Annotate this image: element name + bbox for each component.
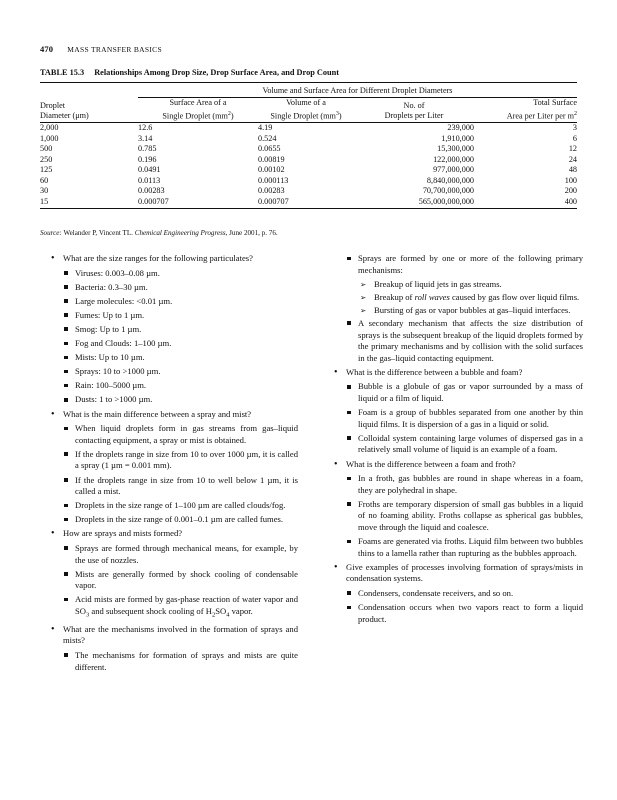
page-number: 470	[40, 44, 54, 54]
list-item: Large molecules: <0.01 µm.	[50, 296, 298, 308]
list-item: Droplets in the size range of 0.001–0.1 µm are called fumes.	[50, 514, 298, 526]
table-row	[40, 144, 577, 155]
text-run: caused by gas flow over liquid films.	[449, 291, 580, 302]
source-date: June 2001, p. 76.	[229, 229, 278, 237]
table-cell: 565,000,000,000	[418, 197, 474, 207]
table-row	[40, 197, 577, 208]
table-cell: 15	[40, 197, 49, 207]
running-header	[40, 44, 162, 54]
list-item: Condensers, condensate receivers, and so on.	[333, 588, 583, 600]
list-item: When liquid droplets form in gas streams from gas–liquid contacting equipment, a spray or mist is obtained.	[50, 423, 298, 446]
list-item: Rain: 100–5000 µm.	[50, 380, 298, 392]
table-cell: 0.00102	[258, 165, 285, 175]
table-row	[40, 122, 577, 133]
sub-list-item: ➢ Bursting of gas or vapor bubbles at gas–liquid interfaces.	[333, 305, 583, 317]
list-item: Foams are generated via froths. Liquid film between two bubbles thins to a lamella rather than rupturing as the bubbles approach.	[333, 536, 583, 559]
table-cell: 8,840,000,000	[426, 175, 474, 185]
list-item: Fumes: Up to 1 µm.	[50, 310, 298, 322]
column-header-diameter: Droplet Diameter (μm)	[40, 100, 89, 121]
table-cell: 0.0113	[138, 175, 161, 185]
text-run: Acid mists are formed by gas-phase reaction of water vapor and SO	[75, 594, 298, 616]
text-run: and subsequent shock cooling of H	[89, 605, 212, 616]
table-span-header: Volume and Surface Area for Different Droplet Diameters	[138, 83, 577, 98]
question-formation: • How are sprays and mists formed?	[50, 528, 298, 540]
table-cell: 0.000707	[258, 197, 289, 207]
table-cell: 0.524	[258, 133, 277, 143]
table-cell: 3	[572, 122, 577, 132]
question-condensation-examples: • Give examples of processes involving formation of sprays/mists in condensation systems.	[333, 562, 583, 585]
table-cell: 30	[40, 186, 49, 196]
table-cell: 400	[564, 197, 577, 207]
table-cell: 0.00283	[258, 186, 285, 196]
question-spray-vs-mist: • What is the main difference between a spray and mist?	[50, 409, 298, 421]
table-row	[40, 186, 577, 197]
list-item: The mechanisms for formation of sprays and mists are quite different.	[50, 650, 298, 673]
source-label: Source:	[40, 229, 62, 237]
table-cell: 48	[568, 165, 577, 175]
table-row	[40, 165, 577, 176]
table-cell: 6	[572, 133, 577, 143]
table-cell: 250	[40, 154, 53, 164]
list-item: Fog and Clouds: 1–100 µm.	[50, 338, 298, 350]
sub-list-item-roll-waves	[333, 292, 583, 304]
table-cell: 70,700,000,000	[422, 186, 474, 196]
table-cell: 2,000	[40, 122, 59, 132]
list-item: Sprays are formed through mechanical means, for example, by the use of nozzles.	[50, 543, 298, 566]
table-cell: 239,000	[447, 122, 474, 132]
list-item: Sprays: 10 to >1000 µm.	[50, 366, 298, 378]
list-item: Bubble is a globule of gas or vapor surrounded by a mass of liquid or a film of liquid.	[333, 381, 583, 404]
column-header-total-area: Total Surface Area per Liter per $m^2$	[506, 98, 577, 121]
list-item: Dusts: 1 to >1000 µm.	[50, 394, 298, 406]
table-cell: 100	[564, 175, 577, 185]
text-run: vapor.	[229, 605, 253, 616]
table-cell: 977,000,000	[433, 165, 474, 175]
table-cell: 4.19	[258, 122, 273, 132]
list-item: Mists are generally formed by shock cooling of condensable vapor.	[50, 569, 298, 592]
table-cell: 0.785	[138, 144, 157, 154]
list-item: Colloidal system containing large volumes of dispersed gas in a relatively small volume of liquid is an example of a foam.	[333, 433, 583, 456]
list-item: Mists: Up to 10 µm.	[50, 352, 298, 364]
table-row	[40, 134, 577, 145]
list-item: Bacteria: 0.3–30 µm.	[50, 282, 298, 294]
table-cell: 200	[564, 186, 577, 196]
table-cell: 0.0491	[138, 165, 161, 175]
table-cell: 1,910,000	[441, 133, 474, 143]
table-cell: 15,300,000	[437, 144, 474, 154]
list-item: Viruses: 0.003–0.08 µm.	[50, 268, 298, 280]
subscript: 3	[86, 611, 90, 619]
source-journal: Chemical Engineering Progress,	[134, 229, 228, 237]
table-cell: 0.00283	[138, 186, 165, 196]
source-authors: Welander P, Vincent TL.	[63, 229, 133, 237]
subscript: 4	[226, 611, 230, 619]
right-column	[333, 253, 583, 628]
list-item: Smog: Up to 1 µm.	[50, 324, 298, 336]
list-item: Condensation occurs when two vapors react to form a liquid product.	[333, 602, 583, 625]
list-item: If the droplets range in size from 10 to well below 1 µm, it is called a mist.	[50, 475, 298, 498]
table-label: TABLE 15.3	[40, 68, 85, 77]
table-cell: 0.196	[138, 154, 157, 164]
table-cell: 125	[40, 165, 53, 175]
list-item: If the droplets range in size from 10 to over 1000 µm, it is called a spray (1 µm = 0.001 mm).	[50, 449, 298, 472]
running-title: MASS TRANSFER BASICS	[67, 45, 162, 54]
emphasis: roll waves	[414, 291, 450, 302]
left-column	[50, 253, 298, 676]
table-row	[40, 155, 577, 166]
table-cell: 24	[568, 154, 577, 164]
list-item-acid-mists	[50, 594, 298, 621]
list-item: Sprays are formed by one or more of the following primary mechanisms:	[333, 253, 583, 276]
table-caption	[40, 68, 339, 77]
table-cell: 0.000707	[138, 197, 169, 207]
column-header-volume: Volume of a Single Droplet $(mm^3)$	[270, 98, 342, 121]
question-foam-vs-froth: • What is the difference between a foam and froth?	[333, 459, 583, 471]
table-cell: 0.0655	[258, 144, 281, 154]
table-cell: 12	[568, 144, 577, 154]
table-caption-text: Relationships Among Drop Size, Drop Surface Area, and Drop Count	[94, 68, 340, 77]
table-row	[40, 176, 577, 187]
table-source	[40, 229, 278, 237]
text-run: SO	[215, 605, 227, 616]
table-cell: 12.6	[138, 122, 153, 132]
column-header-count: No. of Droplets per Liter	[384, 100, 444, 121]
table-cell: 3.14	[138, 133, 153, 143]
list-item: A secondary mechanism that affects the size distribution of sprays is the subsequent breakup of the liquid droplets formed by the primary mechanisms and by collision with the solid surfaces in the gas–liquid contacting equipment.	[333, 318, 583, 364]
table-cell: 1,000	[40, 133, 59, 143]
column-header-surface-area: Surface Area of a Single Droplet $(mm^2)$	[162, 98, 234, 121]
drop-size-table	[40, 82, 577, 209]
question-mechanisms: • What are the mechanisms involved in the formation of sprays and mists?	[50, 624, 298, 647]
table-cell: 0.00819	[258, 154, 285, 164]
table-cell: 500	[40, 144, 53, 154]
list-item: Foam is a group of bubbles separated from one another by thin liquid films. It is dispersion of a gas in a liquid or solid.	[333, 407, 583, 430]
table-cell: 60	[40, 175, 49, 185]
sub-list-item: ➢ Breakup of liquid jets in gas streams.	[333, 279, 583, 291]
question-bubble-vs-foam: • What is the difference between a bubble and foam?	[333, 367, 583, 379]
list-item: Droplets in the size range of 1–100 µm are called clouds/fog.	[50, 500, 298, 512]
subscript: 2	[211, 611, 216, 619]
question-size-ranges: • What are the size ranges for the following particulates?	[50, 253, 298, 265]
table-cell: 122,000,000	[433, 154, 474, 164]
list-item: In a froth, gas bubbles are round in shape whereas in a foam, they are polyhedral in shape.	[333, 473, 583, 496]
list-item: Froths are temporary dispersion of small gas bubbles in a liquid of no foaming ability. Froths collapse as spherical gas bubbles, move through the liquid and coalesce.	[333, 499, 583, 534]
text-run: Breakup of	[374, 291, 415, 302]
table-cell: 0.000113	[258, 175, 289, 185]
